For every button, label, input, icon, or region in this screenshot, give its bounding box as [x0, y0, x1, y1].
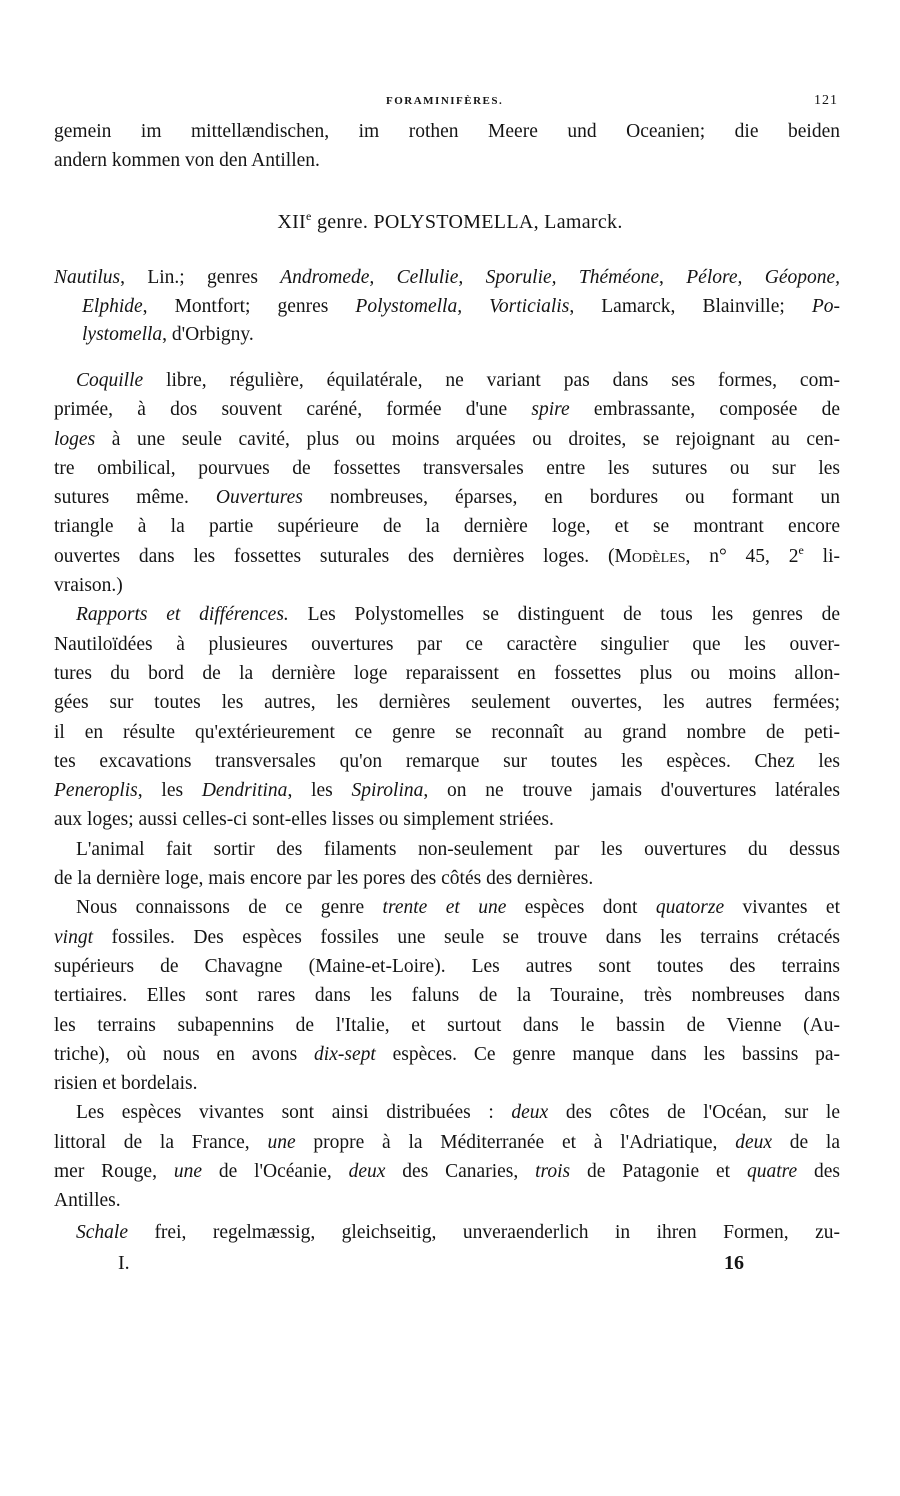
genre-number: XII	[277, 211, 306, 233]
text-line: de la dernière loge, mais encore par les pores des côtés des dernières.	[54, 868, 594, 890]
genre-heading	[0, 207, 900, 237]
signature-mark: I.	[118, 1252, 130, 1274]
text-line: tes excavations transversales qu'on remarque sur toutes les espèces. Chez les	[54, 750, 840, 772]
text-line: gées sur toutes les autres, les dernières seulement ouvertes, les autres fermées;	[54, 692, 840, 714]
text-line: risien et bordelais.	[54, 1073, 198, 1095]
text-line: Coquille libre, régulière, équilatérale, ne variant pas dans ses formes, com-	[76, 370, 840, 391]
text-line: andern kommen von den Antillen.	[54, 149, 320, 171]
text-line: tertiaires. Elles sont rares dans les faluns de la Touraine, très nombreuses dans	[54, 985, 840, 1007]
text-line: lystomella, d'Orbigny.	[82, 324, 254, 346]
text-line: tre ombilical, pourvues de fossettes transversales entre les sutures ou sur les	[54, 457, 840, 479]
running-title: FORAMINIFÈRES.	[386, 95, 504, 107]
text-line: Peneroplis, les Dendritina, les Spirolina, on ne trouve jamais d'ouvertures latérales	[54, 780, 840, 802]
text-line: vingt fossiles. Des espèces fossiles une seule se trouve dans les terrains crétacés	[54, 926, 840, 948]
sheet-number: 16	[724, 1252, 744, 1274]
text-line: ouvertes dans les fossettes suturales des dernières loges. (Modèles, n° 45, 2e li-	[54, 542, 840, 567]
text-line: Nautiloïdées à plusieures ouvertures par ce caractère singulier que les ouver-	[54, 633, 840, 655]
page-number: 121	[814, 93, 838, 108]
text-line: Elphide, Montfort; genres Polystomella, Vorticialis, Lamarck, Blainville; Po-	[82, 295, 840, 317]
page-footer	[0, 1252, 900, 1282]
text-line: les terrains subapennins de l'Italie, et surtout dans le bassin de Vienne (Au-	[54, 1014, 840, 1036]
text-line: vraison.)	[54, 575, 123, 597]
text-line: mer Rouge, une de l'Océanie, deux des Canaries, trois de Patagonie et quatre des	[54, 1161, 840, 1183]
text-line: il en résulte qu'extérieurement ce genre se reconnaît au grand nombre de peti-	[54, 721, 840, 743]
text-line: Rapports et différences. Les Polystomelles se distinguent de tous les genres de	[76, 604, 841, 626]
text-line: gemein im mittellændischen, im rothen Meere und Oceanien; die beiden	[54, 121, 840, 142]
text-line: supérieurs de Chavagne (Maine-et-Loire). Les autres sont toutes des terrains	[54, 955, 840, 977]
text-line: loges à une seule cavité, plus ou moins arquées ou droites, se rejoignant au cen-	[54, 428, 840, 450]
text-line: Antilles.	[54, 1190, 121, 1212]
text-line: Schale frei, regelmæssig, gleichseitig, unveraenderlich in ihren Formen, zu-	[76, 1222, 840, 1243]
text-line: primée, à dos souvent caréné, formée d'une spire embrassante, composée de	[54, 399, 840, 421]
text-line: Nous connaissons de ce genre trente et une espèces dont quatorze vivantes et	[76, 897, 840, 919]
text-line: triangle à la partie supérieure de la dernière loge, et se montrant encore	[54, 516, 840, 538]
german-paragraph	[54, 1219, 840, 1248]
body-text	[54, 366, 840, 1216]
genre-number-sup: e	[306, 209, 312, 223]
text-line: littoral de la France, une propre à la Méditerranée et à l'Adriatique, deux de la	[54, 1131, 841, 1153]
text-line: sutures même. Ouvertures nombreuses, éparses, en bordures ou formant un	[54, 487, 840, 509]
genre-title: genre. POLYSTOMELLA, Lamarck.	[311, 211, 623, 233]
text-line: Les espèces vivantes sont ainsi distribuées : deux des côtes de l'Océan, sur le	[76, 1102, 840, 1124]
running-head	[0, 93, 900, 113]
text-line: triche), où nous en avons dix-sept espèces. Ce genre manque dans les bassins pa-	[54, 1043, 841, 1065]
synonymy-paragraph	[54, 264, 840, 350]
text-line: tures du bord de la dernière loge reparaissent en fossettes plus ou moins allon-	[54, 662, 840, 684]
continuation-paragraph	[54, 118, 840, 175]
text-line: Nautilus, Lin.; genres Andromede, Cellulie, Sporulie, Théméone, Pélore, Géopone,	[54, 267, 840, 288]
text-line: L'animal fait sortir des filaments non-seulement par les ouvertures du dessus	[76, 838, 840, 860]
text-line: aux loges; aussi celles-ci sont-elles lisses ou simplement striées.	[54, 809, 554, 831]
